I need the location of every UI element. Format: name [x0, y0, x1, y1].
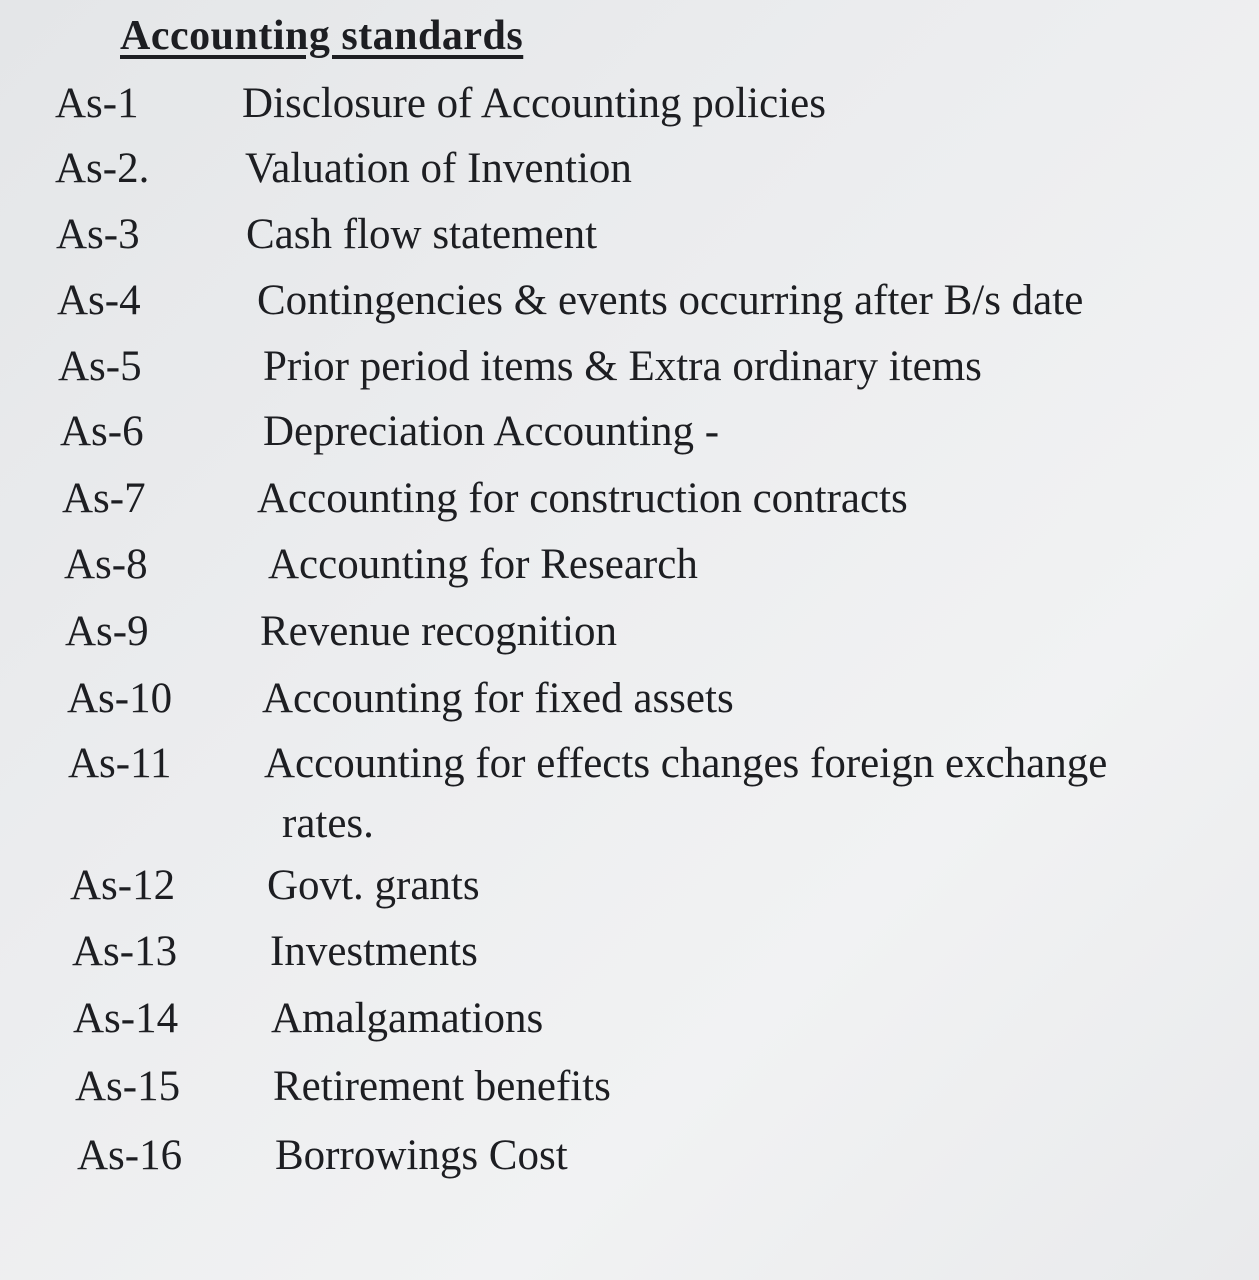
standard-name: Retirement benefits [273, 1063, 611, 1110]
standard-code: As-13 [72, 928, 178, 975]
standard-name: Accounting for Research [268, 541, 698, 588]
standard-name: Borrowings Cost [275, 1132, 568, 1179]
page-title: Accounting standards [120, 13, 524, 59]
standard-code: As-7 [62, 475, 146, 522]
standard-code: As-1 [55, 80, 139, 127]
standard-name: Revenue recognition [260, 608, 618, 655]
standard-name: Investments [270, 928, 478, 975]
standard-name: Govt. grants [267, 862, 480, 909]
standard-name-continuation: rates. [282, 800, 374, 847]
standard-code: As-5 [58, 343, 142, 390]
standard-code: As-9 [65, 608, 149, 655]
standard-name: Valuation of Invention [245, 145, 632, 192]
standard-code: As-3 [56, 211, 140, 258]
standard-code: As-16 [77, 1132, 183, 1179]
standard-code: As-14 [73, 995, 179, 1042]
standard-name: Contingencies & events occurring after B/s date [257, 277, 1084, 324]
standard-name: Disclosure of Accounting policies [242, 80, 826, 127]
standard-name: Depreciation Accounting - [263, 408, 720, 455]
standard-code: As-11 [68, 740, 172, 787]
standard-name: Cash flow statement [246, 211, 598, 258]
standard-name: Accounting for fixed assets [262, 675, 734, 722]
standard-code: As-15 [75, 1063, 181, 1110]
standard-name: Accounting for effects changes foreign exchange [264, 740, 1108, 787]
standard-code: As-6 [60, 408, 144, 455]
standard-name: Prior period items & Extra ordinary items [263, 343, 982, 390]
standard-name: Amalgamations [271, 995, 544, 1042]
standard-name: Accounting for construction contracts [257, 475, 908, 522]
standard-code: As-8 [64, 541, 148, 588]
standard-code: As-2. [55, 145, 150, 192]
standard-code: As-10 [67, 675, 173, 722]
standard-code: As-4 [57, 277, 141, 324]
standard-code: As-12 [70, 862, 176, 909]
